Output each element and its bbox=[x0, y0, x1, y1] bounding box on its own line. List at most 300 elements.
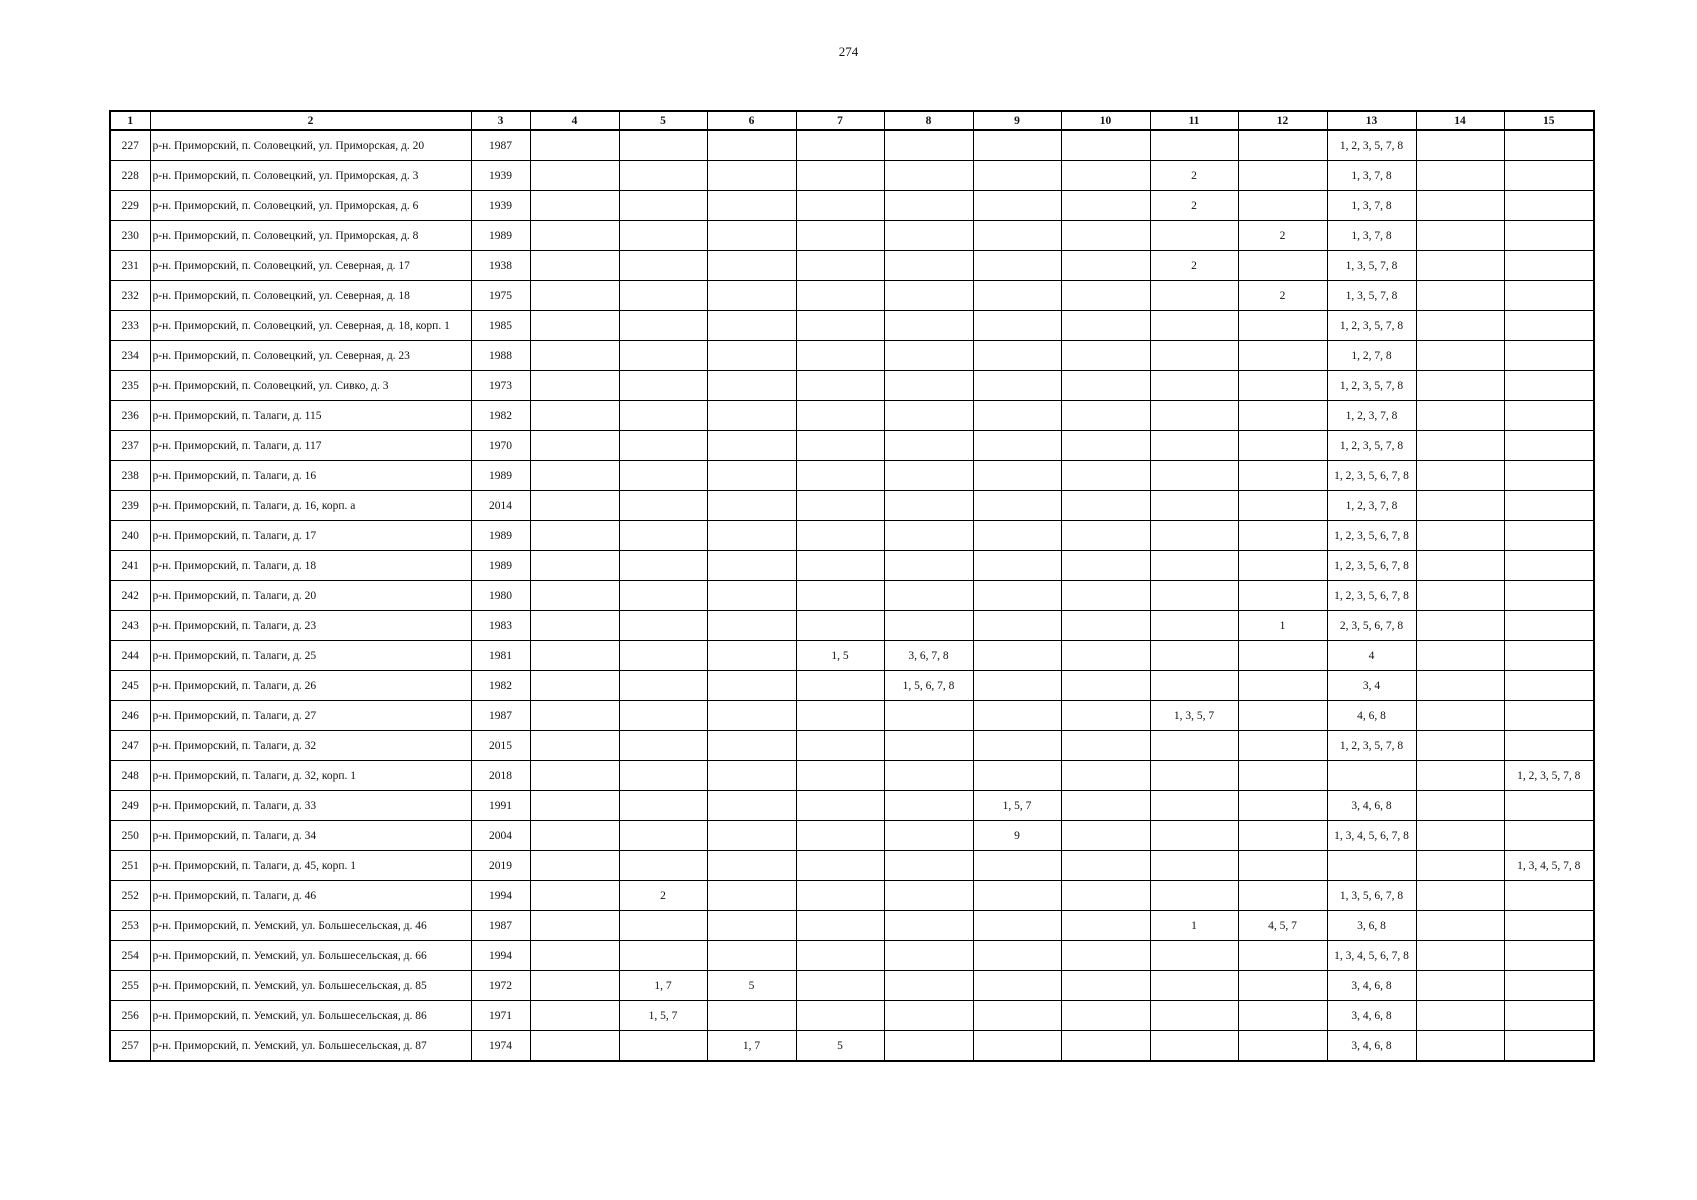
table-cell bbox=[1061, 641, 1150, 671]
table-cell bbox=[530, 851, 619, 881]
table-cell bbox=[530, 130, 619, 161]
address-cell: р-н. Приморский, п. Талаги, д. 27 bbox=[150, 701, 471, 731]
address-cell: р-н. Приморский, п. Соловецкий, ул. Приморская, д. 8 bbox=[150, 221, 471, 251]
table-cell bbox=[1150, 341, 1238, 371]
table-cell: 2 bbox=[619, 881, 707, 911]
table-cell: 1, 2, 3, 5, 6, 7, 8 bbox=[1327, 551, 1416, 581]
table-cell bbox=[1504, 911, 1594, 941]
table-cell bbox=[884, 881, 973, 911]
table-cell: 1, 3, 5, 7 bbox=[1150, 701, 1238, 731]
table-cell bbox=[530, 311, 619, 341]
table-cell bbox=[1504, 731, 1594, 761]
table-cell bbox=[707, 130, 796, 161]
year-cell: 1987 bbox=[471, 130, 530, 161]
row-number-cell: 233 bbox=[110, 311, 150, 341]
table-row bbox=[110, 161, 1594, 191]
table-cell bbox=[884, 551, 973, 581]
row-number-cell: 250 bbox=[110, 821, 150, 851]
table-cell bbox=[796, 130, 884, 161]
table-cell bbox=[884, 761, 973, 791]
table-cell bbox=[530, 431, 619, 461]
address-cell: р-н. Приморский, п. Соловецкий, ул. Приморская, д. 3 bbox=[150, 161, 471, 191]
table-cell bbox=[973, 1031, 1061, 1062]
table-cell bbox=[1504, 551, 1594, 581]
table-cell bbox=[707, 521, 796, 551]
table-cell bbox=[1061, 371, 1150, 401]
address-cell: р-н. Приморский, п. Уемский, ул. Большесельская, д. 46 bbox=[150, 911, 471, 941]
table-cell bbox=[1416, 521, 1504, 551]
table-cell: 3, 4, 6, 8 bbox=[1327, 791, 1416, 821]
table-cell: 1, 2, 3, 5, 7, 8 bbox=[1327, 431, 1416, 461]
table-cell bbox=[707, 641, 796, 671]
table-cell bbox=[1061, 551, 1150, 581]
table-cell: 1 bbox=[1238, 611, 1327, 641]
table-cell bbox=[1416, 401, 1504, 431]
table-cell bbox=[707, 311, 796, 341]
table-cell bbox=[619, 161, 707, 191]
year-cell: 1974 bbox=[471, 1031, 530, 1062]
table-cell bbox=[1150, 611, 1238, 641]
address-cell: р-н. Приморский, п. Соловецкий, ул. Северная, д. 17 bbox=[150, 251, 471, 281]
table-cell bbox=[1238, 731, 1327, 761]
table-row bbox=[110, 130, 1594, 161]
table-cell: 1, 2, 3, 5, 7, 8 bbox=[1327, 130, 1416, 161]
table-cell bbox=[530, 281, 619, 311]
table-cell bbox=[530, 791, 619, 821]
table-cell bbox=[884, 221, 973, 251]
column-header: 1 bbox=[110, 111, 150, 130]
address-cell: р-н. Приморский, п. Соловецкий, ул. Приморская, д. 20 bbox=[150, 130, 471, 161]
table-cell bbox=[707, 551, 796, 581]
table-cell bbox=[796, 341, 884, 371]
table-cell: 2 bbox=[1238, 281, 1327, 311]
table-cell bbox=[707, 611, 796, 641]
data-table bbox=[109, 110, 1595, 1062]
table-cell bbox=[1416, 221, 1504, 251]
table-cell bbox=[707, 161, 796, 191]
table-cell bbox=[1416, 581, 1504, 611]
table-cell bbox=[884, 791, 973, 821]
column-header: 6 bbox=[707, 111, 796, 130]
table-cell: 2 bbox=[1150, 161, 1238, 191]
table-cell bbox=[530, 161, 619, 191]
table-cell bbox=[1238, 521, 1327, 551]
table-cell bbox=[1061, 130, 1150, 161]
table-cell bbox=[1416, 941, 1504, 971]
row-number-cell: 251 bbox=[110, 851, 150, 881]
year-cell: 1989 bbox=[471, 461, 530, 491]
table-cell: 1, 3, 7, 8 bbox=[1327, 221, 1416, 251]
table-cell: 1, 7 bbox=[707, 1031, 796, 1062]
table-cell bbox=[973, 130, 1061, 161]
year-cell: 1988 bbox=[471, 341, 530, 371]
table-cell: 1, 3, 4, 5, 6, 7, 8 bbox=[1327, 941, 1416, 971]
address-cell: р-н. Приморский, п. Соловецкий, ул. Северная, д. 23 bbox=[150, 341, 471, 371]
table-cell: 1, 2, 3, 5, 6, 7, 8 bbox=[1327, 581, 1416, 611]
table-row bbox=[110, 731, 1594, 761]
table-cell bbox=[1061, 1031, 1150, 1062]
table-row bbox=[110, 941, 1594, 971]
address-cell: р-н. Приморский, п. Уемский, ул. Большесельская, д. 85 bbox=[150, 971, 471, 1001]
table-cell bbox=[973, 701, 1061, 731]
table-cell bbox=[1416, 1031, 1504, 1062]
table-cell bbox=[619, 731, 707, 761]
table-cell bbox=[619, 911, 707, 941]
table-cell bbox=[884, 311, 973, 341]
table-cell bbox=[1061, 761, 1150, 791]
table-cell: 1, 3, 7, 8 bbox=[1327, 161, 1416, 191]
table-cell bbox=[1150, 671, 1238, 701]
table-cell bbox=[884, 731, 973, 761]
table-cell bbox=[973, 401, 1061, 431]
year-cell: 1938 bbox=[471, 251, 530, 281]
table-row bbox=[110, 971, 1594, 1001]
table-cell bbox=[1150, 761, 1238, 791]
table-cell bbox=[1238, 581, 1327, 611]
table-cell bbox=[973, 311, 1061, 341]
row-number-cell: 236 bbox=[110, 401, 150, 431]
table-row bbox=[110, 911, 1594, 941]
table-cell bbox=[707, 281, 796, 311]
table-cell bbox=[884, 431, 973, 461]
table-cell bbox=[973, 1001, 1061, 1031]
column-header: 2 bbox=[150, 111, 471, 130]
table-cell bbox=[619, 611, 707, 641]
table-cell: 3, 6, 8 bbox=[1327, 911, 1416, 941]
table-cell bbox=[1504, 461, 1594, 491]
table-cell bbox=[884, 281, 973, 311]
table-cell bbox=[1416, 161, 1504, 191]
table-cell bbox=[1416, 821, 1504, 851]
table-cell bbox=[796, 161, 884, 191]
table-cell bbox=[973, 881, 1061, 911]
table-cell bbox=[973, 281, 1061, 311]
table-cell bbox=[530, 251, 619, 281]
row-number-cell: 241 bbox=[110, 551, 150, 581]
table-cell bbox=[1150, 551, 1238, 581]
table-cell bbox=[1416, 371, 1504, 401]
table-cell bbox=[884, 941, 973, 971]
table-cell bbox=[1504, 821, 1594, 851]
table-cell bbox=[1416, 761, 1504, 791]
table-cell bbox=[973, 851, 1061, 881]
table-cell bbox=[707, 491, 796, 521]
table-cell: 9 bbox=[973, 821, 1061, 851]
row-number-cell: 242 bbox=[110, 581, 150, 611]
column-header: 12 bbox=[1238, 111, 1327, 130]
row-number-cell: 230 bbox=[110, 221, 150, 251]
table-cell bbox=[1504, 311, 1594, 341]
table-cell bbox=[1504, 701, 1594, 731]
year-cell: 1981 bbox=[471, 641, 530, 671]
table-row bbox=[110, 881, 1594, 911]
table-cell bbox=[1150, 371, 1238, 401]
table-cell bbox=[884, 851, 973, 881]
table-cell bbox=[707, 431, 796, 461]
table-cell bbox=[796, 971, 884, 1001]
table-cell bbox=[973, 581, 1061, 611]
table-row bbox=[110, 461, 1594, 491]
table-cell bbox=[619, 491, 707, 521]
table-cell bbox=[1061, 1001, 1150, 1031]
table-cell bbox=[1327, 761, 1416, 791]
year-cell: 1982 bbox=[471, 671, 530, 701]
table-cell bbox=[1504, 881, 1594, 911]
table-cell: 1, 2, 7, 8 bbox=[1327, 341, 1416, 371]
table-cell bbox=[1061, 941, 1150, 971]
table-cell: 4, 5, 7 bbox=[1238, 911, 1327, 941]
address-cell: р-н. Приморский, п. Талаги, д. 34 bbox=[150, 821, 471, 851]
row-number-cell: 235 bbox=[110, 371, 150, 401]
table-cell bbox=[530, 1001, 619, 1031]
year-cell: 2004 bbox=[471, 821, 530, 851]
table-row bbox=[110, 821, 1594, 851]
table-cell bbox=[707, 941, 796, 971]
table-cell bbox=[707, 371, 796, 401]
table-cell bbox=[1238, 941, 1327, 971]
address-cell: р-н. Приморский, п. Соловецкий, ул. Северная, д. 18 bbox=[150, 281, 471, 311]
table-cell: 5 bbox=[707, 971, 796, 1001]
table-cell bbox=[1416, 701, 1504, 731]
table-row bbox=[110, 1031, 1594, 1062]
table-cell bbox=[619, 701, 707, 731]
table-cell bbox=[796, 791, 884, 821]
table-cell bbox=[1061, 581, 1150, 611]
table-cell bbox=[707, 821, 796, 851]
table-cell bbox=[973, 461, 1061, 491]
table-cell bbox=[973, 161, 1061, 191]
table-cell bbox=[973, 371, 1061, 401]
table-cell bbox=[1061, 671, 1150, 701]
table-cell bbox=[973, 191, 1061, 221]
address-cell: р-н. Приморский, п. Талаги, д. 16 bbox=[150, 461, 471, 491]
table-cell bbox=[1416, 431, 1504, 461]
table-cell bbox=[1416, 791, 1504, 821]
address-cell: р-н. Приморский, п. Талаги, д. 16, корп. а bbox=[150, 491, 471, 521]
table-cell bbox=[1504, 371, 1594, 401]
table-cell bbox=[1504, 251, 1594, 281]
table-cell: 1, 2, 3, 5, 7, 8 bbox=[1327, 731, 1416, 761]
year-cell: 1972 bbox=[471, 971, 530, 1001]
table-cell bbox=[1504, 671, 1594, 701]
table-cell: 4 bbox=[1327, 641, 1416, 671]
table-cell bbox=[796, 371, 884, 401]
table-cell: 1, 5, 7 bbox=[973, 791, 1061, 821]
table-cell bbox=[1504, 221, 1594, 251]
table-cell bbox=[796, 701, 884, 731]
year-cell: 1973 bbox=[471, 371, 530, 401]
table-cell bbox=[1504, 581, 1594, 611]
table-body bbox=[110, 130, 1594, 1061]
table-cell: 1, 3, 5, 7, 8 bbox=[1327, 281, 1416, 311]
table-cell bbox=[973, 971, 1061, 1001]
table-cell bbox=[530, 881, 619, 911]
table-cell bbox=[1061, 881, 1150, 911]
table-cell bbox=[1238, 431, 1327, 461]
table-cell bbox=[796, 191, 884, 221]
table-cell bbox=[1238, 761, 1327, 791]
address-cell: р-н. Приморский, п. Уемский, ул. Большесельская, д. 87 bbox=[150, 1031, 471, 1062]
year-cell: 2014 bbox=[471, 491, 530, 521]
table-cell bbox=[707, 701, 796, 731]
year-cell: 1989 bbox=[471, 551, 530, 581]
table-cell bbox=[619, 311, 707, 341]
table-cell bbox=[884, 371, 973, 401]
table-cell bbox=[1416, 971, 1504, 1001]
table-cell bbox=[1238, 1031, 1327, 1062]
table-cell bbox=[796, 881, 884, 911]
table-cell bbox=[1238, 701, 1327, 731]
year-cell: 1989 bbox=[471, 521, 530, 551]
table-cell bbox=[707, 191, 796, 221]
year-cell: 1994 bbox=[471, 881, 530, 911]
table-cell bbox=[884, 461, 973, 491]
table-cell bbox=[1061, 851, 1150, 881]
table-cell bbox=[884, 130, 973, 161]
table-cell: 1, 2, 3, 5, 6, 7, 8 bbox=[1327, 521, 1416, 551]
row-number-cell: 252 bbox=[110, 881, 150, 911]
table-cell bbox=[619, 341, 707, 371]
table-cell bbox=[1150, 401, 1238, 431]
table-cell bbox=[1238, 1001, 1327, 1031]
table-cell bbox=[619, 281, 707, 311]
table-row bbox=[110, 191, 1594, 221]
table-cell bbox=[530, 461, 619, 491]
table-cell bbox=[1150, 431, 1238, 461]
table-cell bbox=[884, 1031, 973, 1062]
table-cell: 1, 2, 3, 5, 7, 8 bbox=[1327, 311, 1416, 341]
table-cell bbox=[1238, 130, 1327, 161]
year-cell: 2015 bbox=[471, 731, 530, 761]
table-cell bbox=[707, 761, 796, 791]
column-header: 15 bbox=[1504, 111, 1594, 130]
table-row bbox=[110, 791, 1594, 821]
row-number-cell: 232 bbox=[110, 281, 150, 311]
row-number-cell: 228 bbox=[110, 161, 150, 191]
table-cell bbox=[530, 401, 619, 431]
row-number-cell: 240 bbox=[110, 521, 150, 551]
year-cell: 1994 bbox=[471, 941, 530, 971]
table-cell bbox=[619, 191, 707, 221]
table-cell bbox=[619, 371, 707, 401]
year-cell: 1971 bbox=[471, 1001, 530, 1031]
table-cell bbox=[973, 431, 1061, 461]
table-cell bbox=[707, 791, 796, 821]
table-cell bbox=[707, 401, 796, 431]
table-cell bbox=[530, 671, 619, 701]
table-cell bbox=[1238, 311, 1327, 341]
table-cell bbox=[1238, 401, 1327, 431]
row-number-cell: 257 bbox=[110, 1031, 150, 1062]
table-cell bbox=[1150, 461, 1238, 491]
table-cell bbox=[796, 581, 884, 611]
table-cell bbox=[1238, 791, 1327, 821]
page-number: 274 bbox=[838, 44, 859, 59]
table-row bbox=[110, 311, 1594, 341]
table-row bbox=[110, 341, 1594, 371]
table-cell bbox=[796, 431, 884, 461]
table-cell bbox=[796, 1001, 884, 1031]
table-row bbox=[110, 401, 1594, 431]
table-cell bbox=[796, 731, 884, 761]
row-number-cell: 238 bbox=[110, 461, 150, 491]
table-cell bbox=[973, 941, 1061, 971]
row-number-cell: 254 bbox=[110, 941, 150, 971]
table-cell bbox=[1061, 911, 1150, 941]
table-cell: 2 bbox=[1238, 221, 1327, 251]
table-cell bbox=[796, 521, 884, 551]
address-cell: р-н. Приморский, п. Талаги, д. 32 bbox=[150, 731, 471, 761]
table-cell bbox=[619, 251, 707, 281]
table-cell bbox=[619, 641, 707, 671]
row-number-cell: 253 bbox=[110, 911, 150, 941]
table-row bbox=[110, 221, 1594, 251]
table-cell bbox=[1238, 821, 1327, 851]
year-cell: 1982 bbox=[471, 401, 530, 431]
table-row bbox=[110, 851, 1594, 881]
table-cell: 1, 2, 3, 7, 8 bbox=[1327, 401, 1416, 431]
table-cell bbox=[619, 521, 707, 551]
table-cell bbox=[1061, 461, 1150, 491]
table-cell: 4, 6, 8 bbox=[1327, 701, 1416, 731]
table-cell bbox=[973, 611, 1061, 641]
row-number-cell: 245 bbox=[110, 671, 150, 701]
table-cell: 1, 2, 3, 5, 7, 8 bbox=[1327, 371, 1416, 401]
table-cell bbox=[1238, 191, 1327, 221]
column-header: 7 bbox=[796, 111, 884, 130]
table-cell bbox=[619, 941, 707, 971]
table-cell bbox=[973, 341, 1061, 371]
table-cell bbox=[707, 221, 796, 251]
table-cell bbox=[796, 281, 884, 311]
row-number-cell: 246 bbox=[110, 701, 150, 731]
address-cell: р-н. Приморский, п. Талаги, д. 32, корп. 1 bbox=[150, 761, 471, 791]
table-cell bbox=[1238, 491, 1327, 521]
table-cell bbox=[619, 461, 707, 491]
row-number-cell: 255 bbox=[110, 971, 150, 1001]
table-cell bbox=[707, 581, 796, 611]
table-cell bbox=[796, 611, 884, 641]
address-cell: р-н. Приморский, п. Соловецкий, ул. Северная, д. 18, корп. 1 bbox=[150, 311, 471, 341]
table-cell bbox=[619, 761, 707, 791]
table-cell bbox=[1416, 551, 1504, 581]
table-cell bbox=[1150, 731, 1238, 761]
row-number-cell: 227 bbox=[110, 130, 150, 161]
table-cell bbox=[1061, 431, 1150, 461]
table-cell bbox=[884, 251, 973, 281]
table-cell: 1, 3, 4, 5, 7, 8 bbox=[1504, 851, 1594, 881]
table-cell bbox=[1150, 1001, 1238, 1031]
table-cell bbox=[1416, 911, 1504, 941]
table-cell bbox=[1504, 341, 1594, 371]
table-cell: 2 bbox=[1150, 191, 1238, 221]
table-cell bbox=[1504, 161, 1594, 191]
column-header: 3 bbox=[471, 111, 530, 130]
table-cell bbox=[530, 941, 619, 971]
year-cell: 1989 bbox=[471, 221, 530, 251]
table-row bbox=[110, 431, 1594, 461]
table-row bbox=[110, 611, 1594, 641]
table-row bbox=[110, 641, 1594, 671]
table-cell bbox=[530, 701, 619, 731]
year-cell: 1975 bbox=[471, 281, 530, 311]
year-cell: 2018 bbox=[471, 761, 530, 791]
year-cell: 1939 bbox=[471, 191, 530, 221]
table-cell bbox=[1238, 341, 1327, 371]
column-header: 10 bbox=[1061, 111, 1150, 130]
row-number-cell: 234 bbox=[110, 341, 150, 371]
table-cell bbox=[884, 701, 973, 731]
